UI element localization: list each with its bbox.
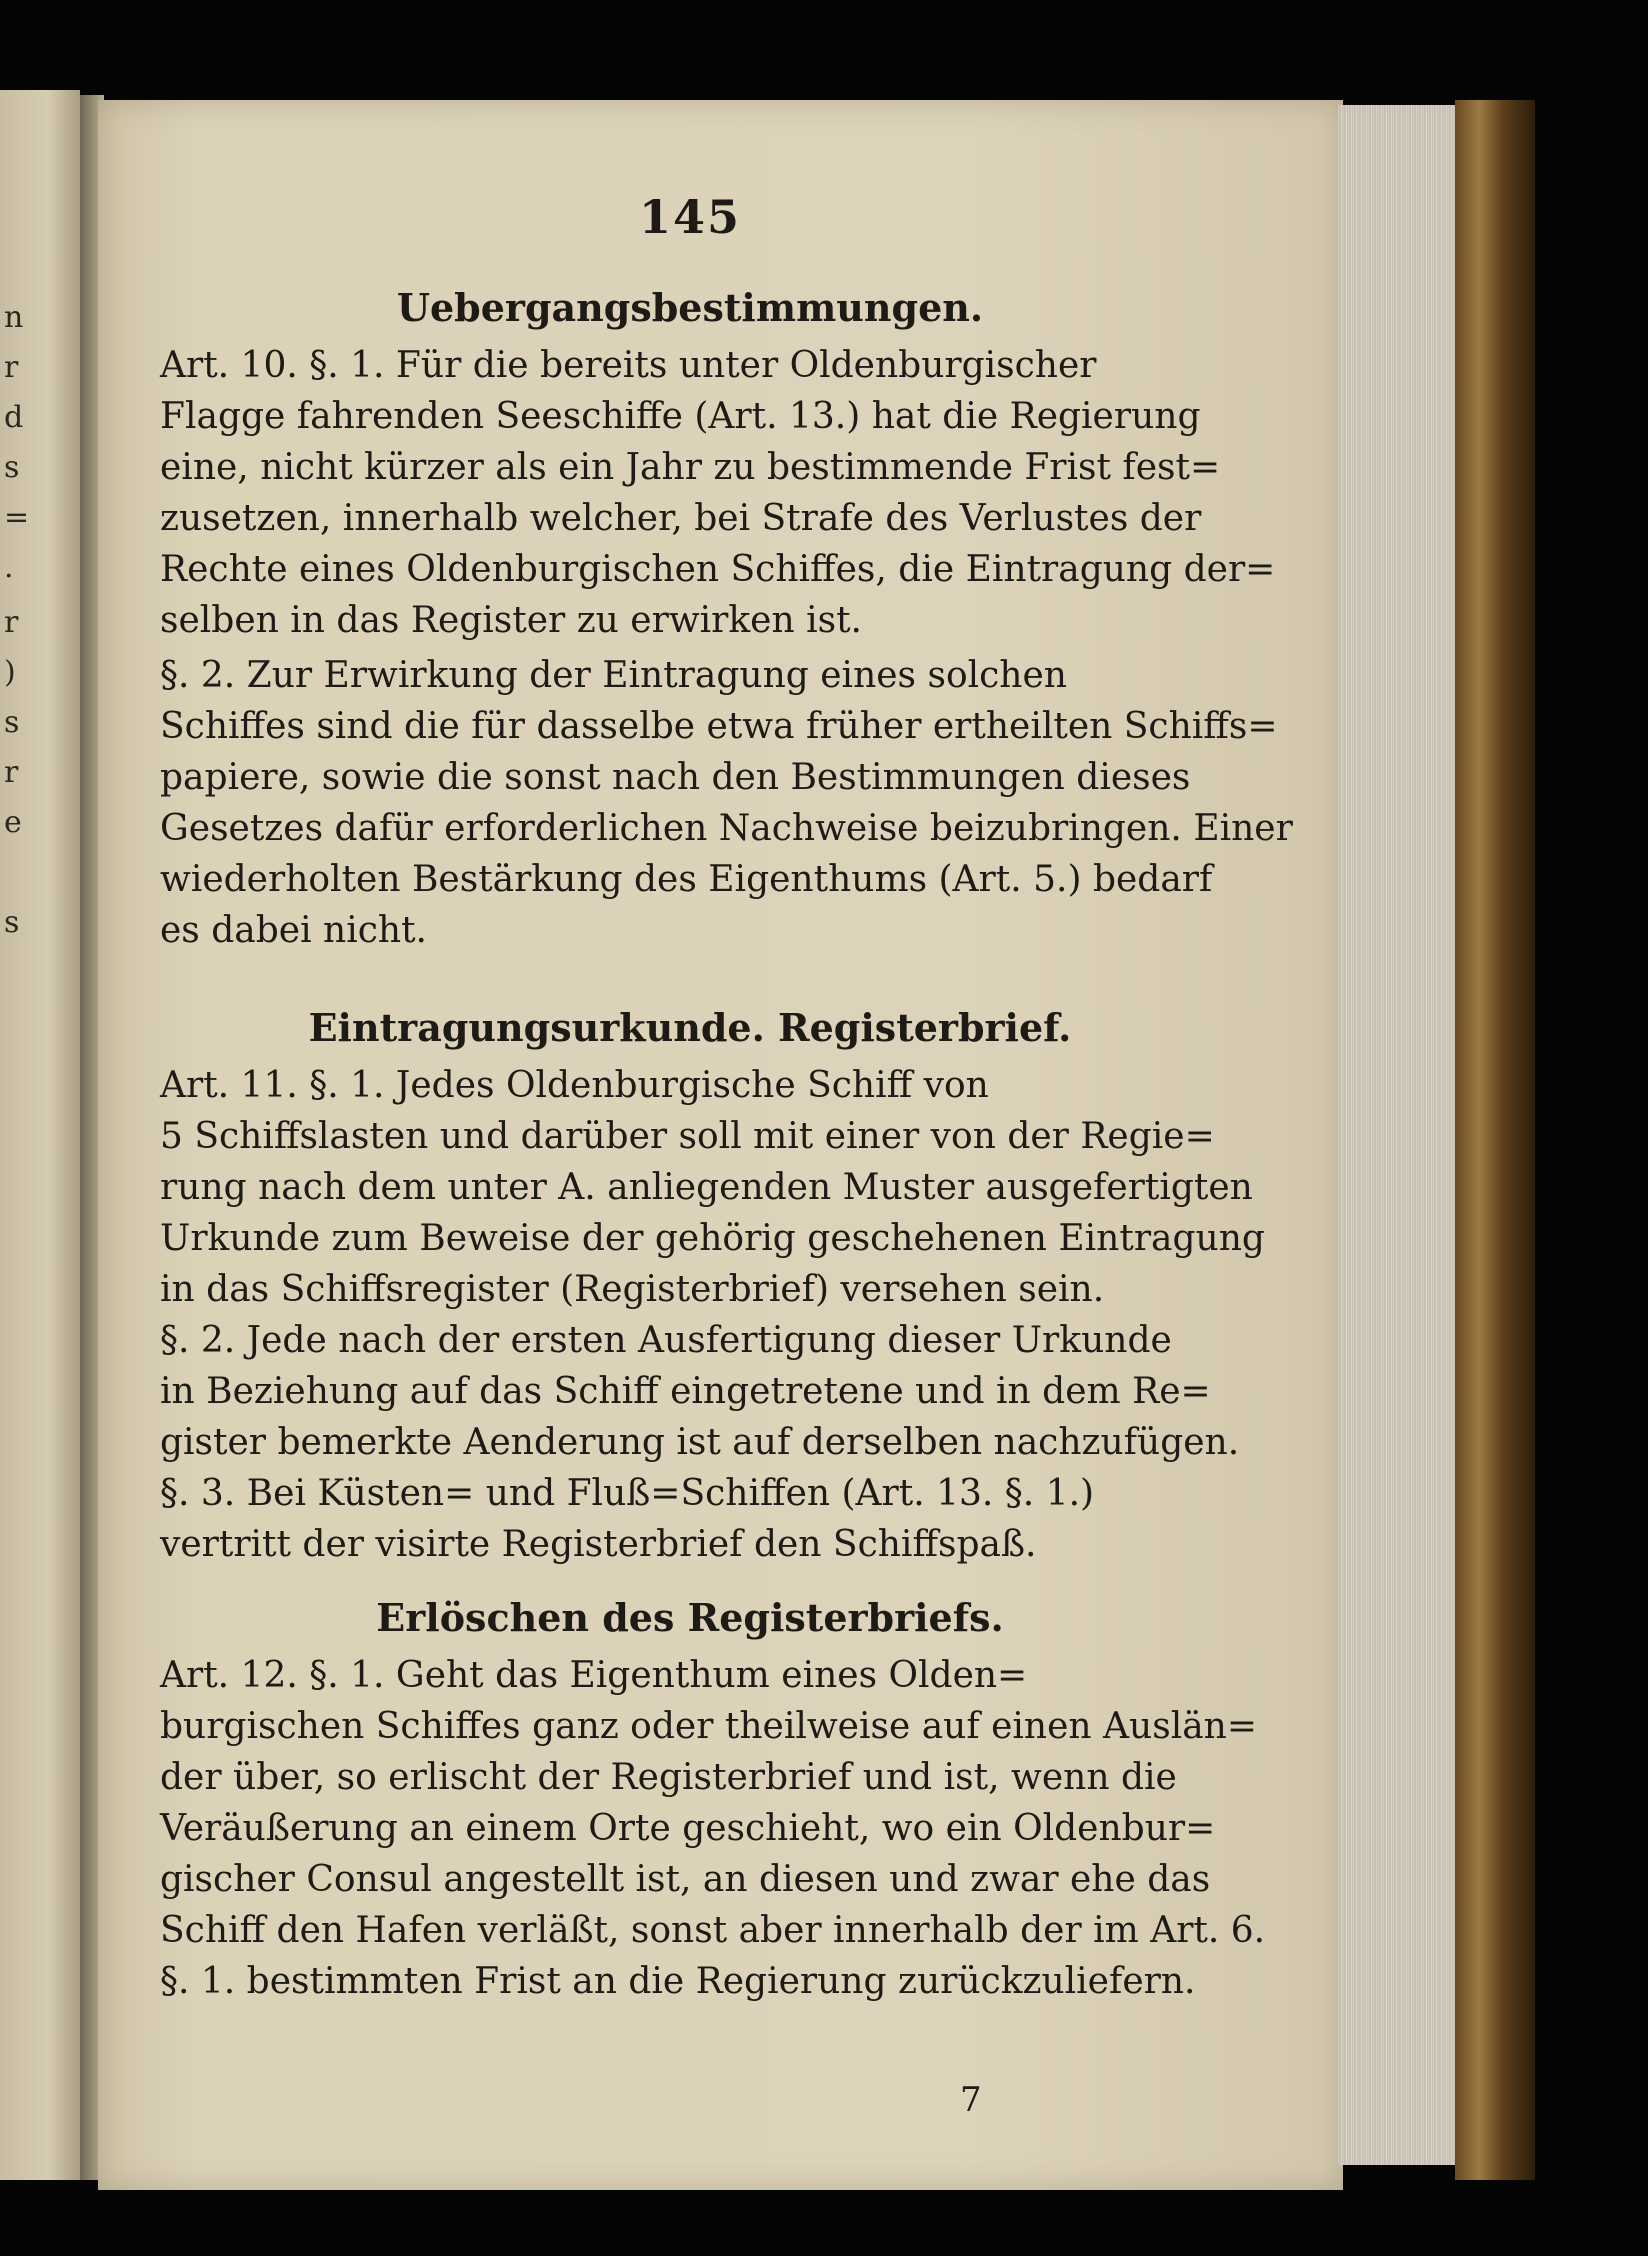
text-line: Art. 11. §. 1. Jedes Oldenburgische Schiff von <box>160 1065 989 1106</box>
text-line: burgischen Schiffes ganz oder theilweise auf einen Auslän= <box>160 1706 1258 1747</box>
left-page-fragment: = <box>4 500 30 535</box>
text-line: Schiff den Hafen verläßt, sonst aber innerhalb der im Art. 6. <box>160 1910 1266 1951</box>
left-page-fragment: . <box>4 550 14 585</box>
text-line: es dabei nicht. <box>160 910 427 951</box>
signature-mark: 7 <box>960 2080 982 2120</box>
left-page-fragment: s <box>4 450 20 485</box>
left-page-fragment: s <box>4 705 20 740</box>
left-page-fragment: s <box>4 905 20 940</box>
left-page-fragment: d <box>4 400 24 435</box>
text-line: papiere, sowie die sonst nach den Bestimmungen dieses <box>160 757 1191 798</box>
paragraph <box>160 1315 1240 1468</box>
page-edges <box>1338 105 1468 2165</box>
left-page-fragment: e <box>4 805 22 840</box>
text-line: gister bemerkte Aenderung ist auf derselben nachzufügen. <box>160 1422 1240 1463</box>
left-page-fragment: n <box>4 300 24 335</box>
text-line: Urkunde zum Beweise der gehörig geschehenen Eintragung <box>160 1218 1265 1259</box>
text-line: Art. 10. §. 1. Für die bereits unter Oldenburgischer <box>160 345 1097 386</box>
text-line: Veräußerung an einem Orte geschieht, wo ein Oldenbur= <box>160 1808 1216 1849</box>
left-page-fragment: r <box>4 755 19 790</box>
text-line: rung nach dem unter A. anliegenden Muster ausgefertigten <box>160 1167 1253 1208</box>
page-number: 145 <box>638 190 742 244</box>
text-line: §. 1. bestimmten Frist an die Regierung zurückzuliefern. <box>160 1961 1196 2002</box>
paragraph <box>160 1468 1220 1570</box>
left-page-edge <box>0 90 80 2180</box>
text-line: §. 2. Jede nach der ersten Ausfertigung dieser Urkunde <box>160 1320 1172 1361</box>
text-line: §. 3. Bei Küsten= und Fluß=Schiffen (Art. 13. §. 1.) <box>160 1473 1095 1514</box>
text-line: Art. 12. §. 1. Geht das Eigenthum eines Olden= <box>160 1655 1028 1696</box>
text-line: der über, so erlischt der Registerbrief und ist, wenn die <box>160 1757 1177 1798</box>
left-page-fragment: ) <box>4 655 16 690</box>
text-line: Flagge fahrenden Seeschiffe (Art. 13.) hat die Regierung <box>160 396 1201 437</box>
text-line: gischer Consul angestellt ist, an diesen und zwar ehe das <box>160 1859 1211 1900</box>
text-line: Rechte eines Oldenburgischen Schiffes, die Eintragung der= <box>160 549 1276 590</box>
section-heading: Erlöschen des Registerbriefs. <box>376 1595 1004 1640</box>
section-heading: Eintragungsurkunde. Registerbrief. <box>308 1005 1072 1050</box>
text-line: Schiffes sind die für dasselbe etwa früher ertheilten Schiffs= <box>160 706 1278 747</box>
paragraph <box>160 1060 1265 1315</box>
text-line: wiederholten Bestärkung des Eigenthums (Art. 5.) bedarf <box>160 859 1213 900</box>
text-line: zusetzen, innerhalb welcher, bei Strafe des Verlustes der <box>160 498 1202 539</box>
text-line: in Beziehung auf das Schiff eingetretene und in dem Re= <box>160 1371 1211 1412</box>
left-page-fragment: r <box>4 605 19 640</box>
text-line: 5 Schiffslasten und darüber soll mit einer von der Regie= <box>160 1116 1215 1157</box>
text-line: selben in das Register zu erwirken ist. <box>160 600 862 641</box>
left-page-fragment: r <box>4 350 19 385</box>
text-line: vertritt der visirte Registerbrief den Schiffspaß. <box>160 1524 1037 1565</box>
text-line: eine, nicht kürzer als ein Jahr zu bestimmende Frist fest= <box>160 447 1221 488</box>
text-line: Gesetzes dafür erforderlichen Nachweise beizubringen. Einer <box>160 808 1293 849</box>
paragraph <box>160 1650 1266 2007</box>
text-line: in das Schiffsregister (Registerbrief) versehen sein. <box>160 1269 1105 1310</box>
paragraph <box>160 650 1293 956</box>
text-line: §. 2. Zur Erwirkung der Eintragung eines solchen <box>160 655 1067 696</box>
paragraph <box>160 340 1276 646</box>
book-binding <box>1455 100 1535 2180</box>
section-heading: Uebergangsbestimmungen. <box>396 285 984 330</box>
